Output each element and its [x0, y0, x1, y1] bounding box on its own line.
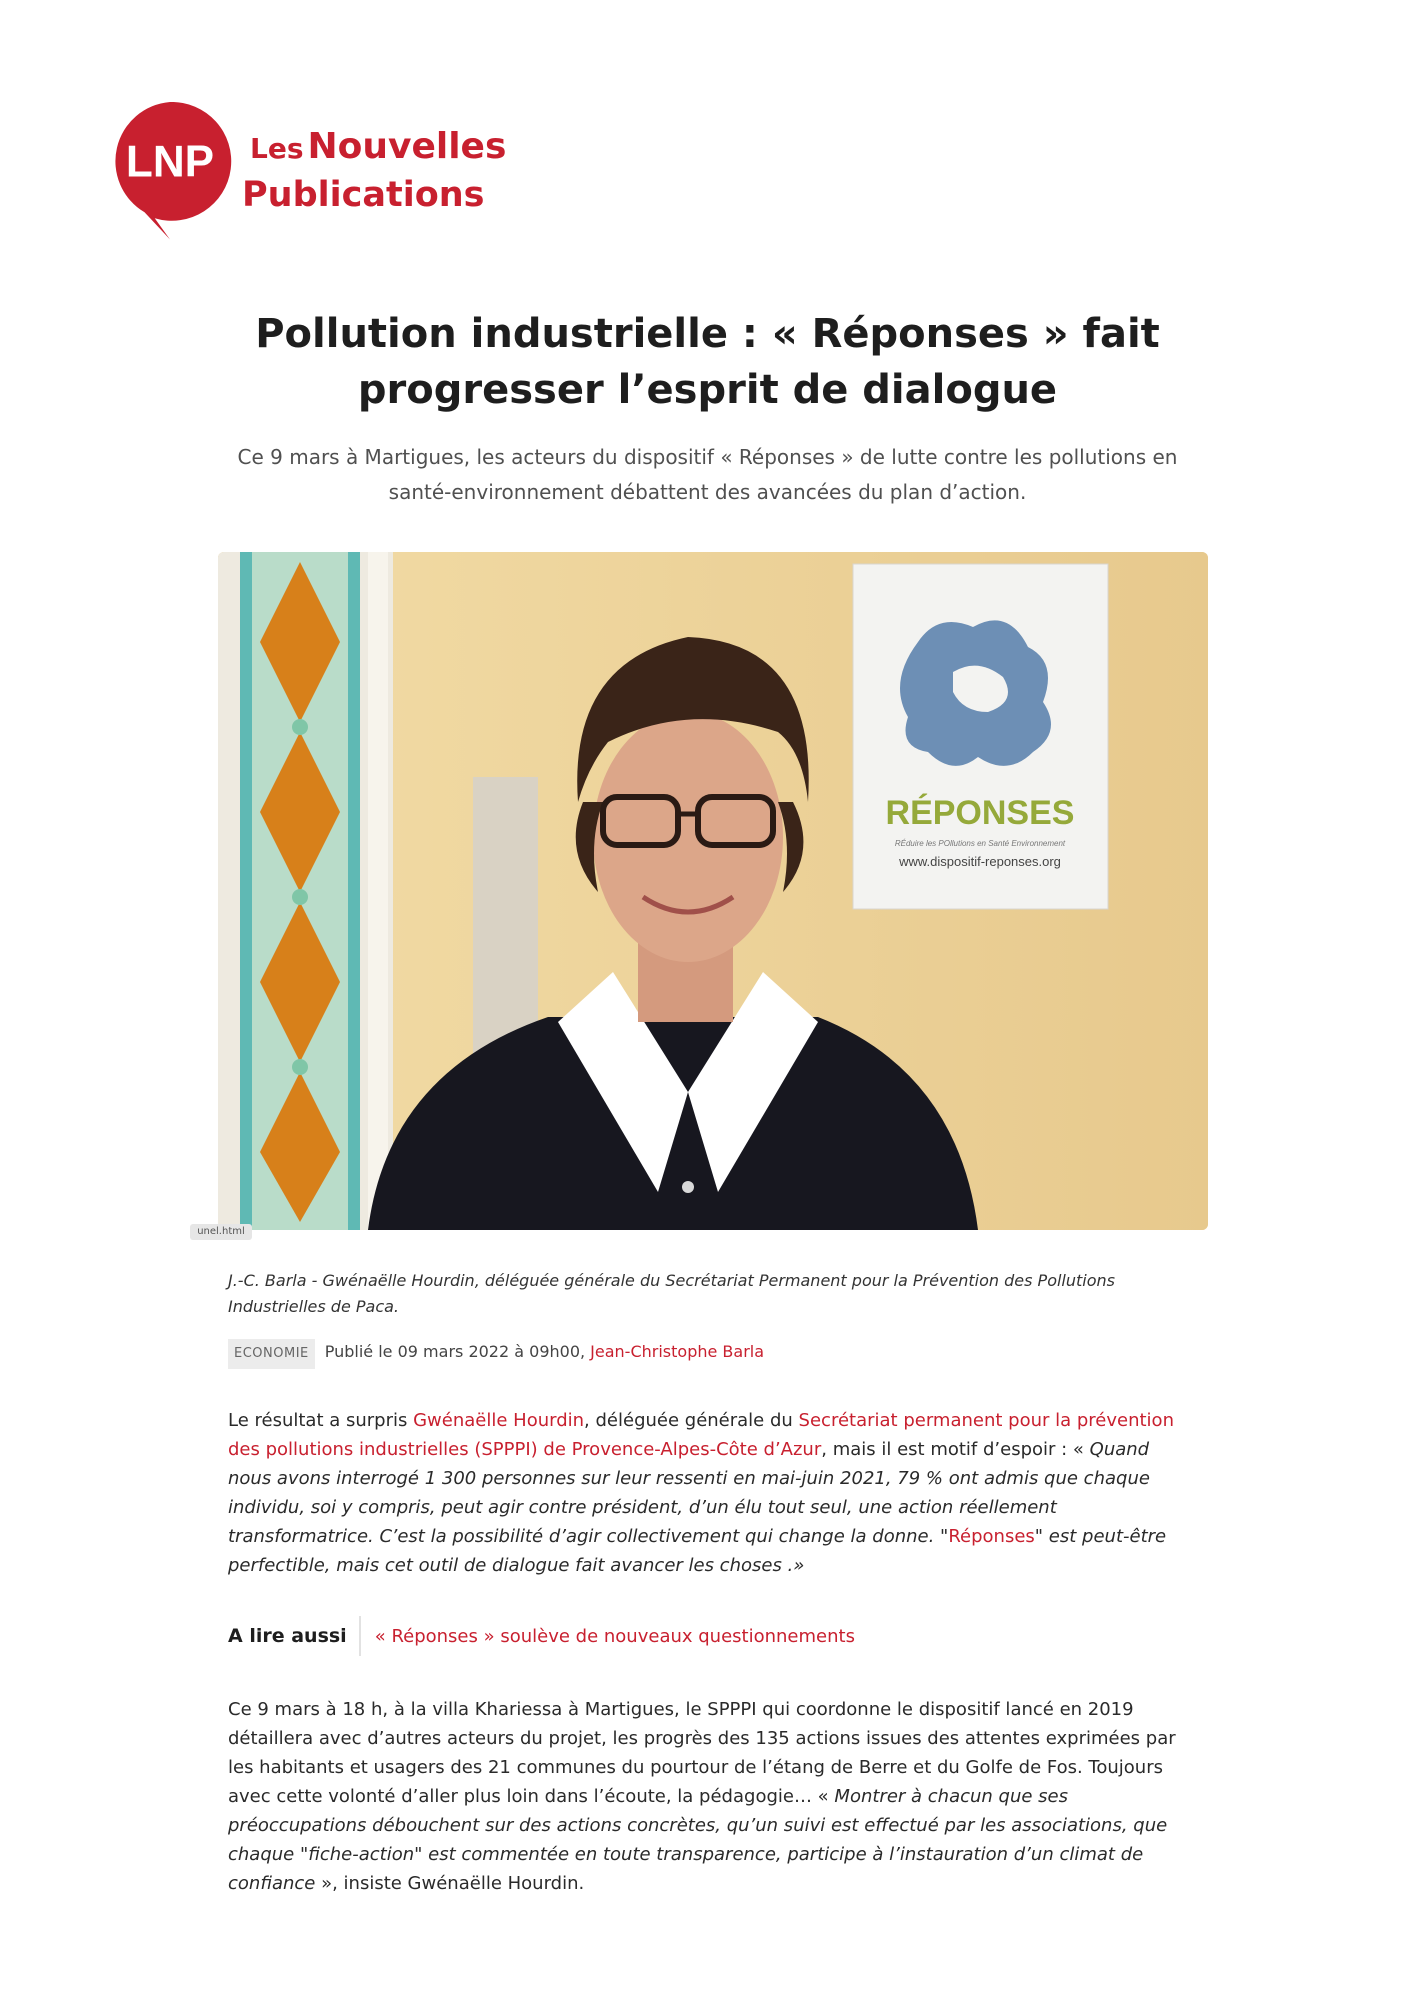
related-article [228, 1616, 855, 1656]
para2-text-2: », insiste Gwénaëlle Hourdin. [315, 1873, 585, 1894]
poster-title: RÉPONSES [885, 794, 1075, 832]
reponses-poster [853, 564, 1108, 909]
article-paragraph-1 [228, 1406, 1183, 1580]
para1-quote-1: Quand nous avons interrogé 1 300 personnes sur leur ressenti en mai-juin 2021, 79 % ont admis que chaque individu, soi y compris, peut agir contre président, d’un élu tout seul, une action réellement transformatrice. C’est la possibilité d’agir collectivement qui change la donne. " [228, 1439, 1150, 1547]
author-link[interactable]: Jean-Christophe Barla [590, 1342, 765, 1361]
poster-subtitle: RÉduire les POllutions en Santé Environnement [894, 839, 1066, 848]
logo-publications: Publications [242, 175, 485, 215]
article-paragraph-2 [228, 1695, 1183, 1898]
related-link[interactable]: « Réponses » soulève de nouveaux questionnements [374, 1626, 855, 1647]
para1-quote-2: " est peut-être perfectible, mais cet outil de dialogue fait avancer les choses .» [228, 1526, 1167, 1576]
article-title: Pollution industrielle : « Réponses » fait progresser l’esprit de dialogue [255, 311, 1160, 413]
category-badge[interactable]: ECONOMIE [228, 1339, 315, 1369]
logo-wordmark [242, 124, 507, 218]
logo-nouvelles: Nouvelles [307, 126, 507, 167]
person-link[interactable]: Gwénaëlle Hourdin [413, 1410, 585, 1431]
para2-quote: Montrer à chacun que ses préoccupations débouchent sur des actions concrètes, qu’un suivi est effectué par les associations, que chaque "fiche-action" est commentée en toute transparence, participe à l’instauration d’un climat de confiance [228, 1786, 1168, 1894]
lnp-logo-icon [100, 102, 240, 242]
logo-les: Les [250, 132, 304, 165]
article-lede: Ce 9 mars à Martigues, les acteurs du dispositif « Réponses » de lutte contre les pollutions en santé-environnement débattent des avancées du plan d’action. [237, 445, 1178, 504]
related-label: A lire aussi [228, 1616, 361, 1656]
photo-caption: J.-C. Barla - Gwénaëlle Hourdin, déléguée générale du Secrétariat Permanent pour la Prévention des Pollutions Industrielles de Paca. [228, 1271, 1115, 1316]
sppi-link[interactable]: Secrétariat permanent pour la prévention des pollutions industrielles (SPPPI) de Provence-Alpes-Côte d’Azur [228, 1410, 1174, 1460]
para2-text-1: Ce 9 mars à 18 h, à la villa Khariessa à Martigues, le SPPPI qui coordonne le dispositif lancé en 2019 détaillera avec d’autres acteurs du projet, les progrès des 135 actions issues des attentes exprimées par les habitants et usagers des 21 communes du pourtour de l’étang de Berre et du Golfe de Fos. Toujours avec cette volonté d’aller plus loin dans l’écoute, la pédagogie… « [228, 1699, 1176, 1807]
para1-text-1: Le résultat a surpris [228, 1410, 414, 1431]
site-logo[interactable] [100, 102, 520, 262]
para1-text-2: , déléguée générale du [584, 1410, 799, 1431]
stained-glass-window [218, 552, 393, 1230]
poster-url: www.dispositif-reponses.org [899, 854, 1061, 869]
article-photo [218, 552, 1208, 1230]
para1-text-3: , mais il est motif d’espoir : « [821, 1439, 1090, 1460]
logo-mark-text: LNP [125, 137, 215, 187]
published-date: Publié le 09 mars 2022 à 09h00, [324, 1342, 591, 1361]
reponses-link[interactable]: Réponses [948, 1526, 1035, 1547]
url-tab-label: unel.html [190, 1224, 252, 1240]
article-meta [228, 1337, 764, 1367]
